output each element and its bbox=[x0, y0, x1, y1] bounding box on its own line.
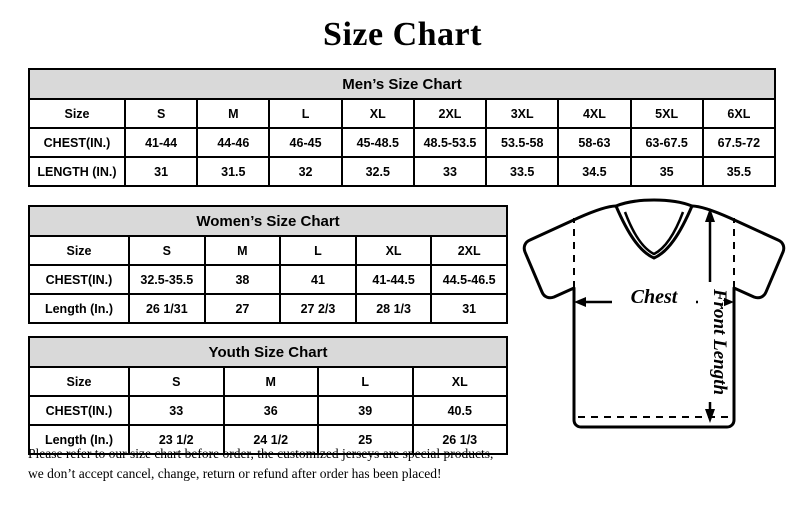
mens-size-chart-section bbox=[28, 68, 776, 187]
table-cell: 31 bbox=[431, 294, 507, 323]
table-cell: 41-44.5 bbox=[356, 265, 432, 294]
table-cell: 32.5 bbox=[342, 157, 414, 186]
page-title: Size Chart bbox=[323, 16, 482, 53]
table-row bbox=[29, 99, 775, 128]
table-cell: L bbox=[280, 236, 356, 265]
table-cell: 2XL bbox=[431, 236, 507, 265]
table-cell: XL bbox=[342, 99, 414, 128]
table-cell: 46-45 bbox=[269, 128, 341, 157]
table-cell: 25 bbox=[318, 425, 413, 454]
row-label: Length (In.) bbox=[29, 425, 129, 454]
womens-size-chart-section bbox=[28, 205, 508, 324]
youth-size-chart-table bbox=[28, 336, 508, 455]
row-label: Size bbox=[29, 236, 129, 265]
table-cell: 31.5 bbox=[197, 157, 269, 186]
table-cell: 41-44 bbox=[125, 128, 197, 157]
table-cell: 34.5 bbox=[558, 157, 630, 186]
mens-size-chart-table bbox=[28, 68, 776, 187]
table-cell: 45-48.5 bbox=[342, 128, 414, 157]
table-cell: 6XL bbox=[703, 99, 775, 128]
size-chart-note bbox=[28, 444, 524, 483]
table-cell: 5XL bbox=[631, 99, 703, 128]
youth-size-chart-section bbox=[28, 336, 508, 455]
table-cell: 44-46 bbox=[197, 128, 269, 157]
note-line-1: Please refer to our size chart before order, the customized jerseys are special products, bbox=[28, 446, 494, 461]
table-cell: M bbox=[224, 367, 319, 396]
table-cell: 40.5 bbox=[413, 396, 508, 425]
table-cell: 28 1/3 bbox=[356, 294, 432, 323]
table-cell: S bbox=[129, 367, 224, 396]
row-label: LENGTH (IN.) bbox=[29, 157, 125, 186]
table-row bbox=[29, 128, 775, 157]
table-cell: 35 bbox=[631, 157, 703, 186]
chest-label-text: Chest bbox=[630, 286, 678, 308]
table-cell: 3XL bbox=[486, 99, 558, 128]
table-row bbox=[29, 265, 507, 294]
table-cell: 58-63 bbox=[558, 128, 630, 157]
table-cell: L bbox=[318, 367, 413, 396]
table-row bbox=[29, 157, 775, 186]
table-cell: 33 bbox=[414, 157, 486, 186]
table-cell: M bbox=[197, 99, 269, 128]
table-cell: 32.5-35.5 bbox=[129, 265, 205, 294]
row-label: CHEST(IN.) bbox=[29, 396, 129, 425]
table-row bbox=[29, 294, 507, 323]
table-cell: 67.5-72 bbox=[703, 128, 775, 157]
table-cell: 32 bbox=[269, 157, 341, 186]
table-cell: 35.5 bbox=[703, 157, 775, 186]
table-cell: S bbox=[129, 236, 205, 265]
womens-size-chart-table bbox=[28, 205, 508, 324]
table-cell: 36 bbox=[224, 396, 319, 425]
table-header-row bbox=[29, 337, 507, 367]
table-cell: 53.5-58 bbox=[486, 128, 558, 157]
womens-table-title: Women’s Size Chart bbox=[29, 206, 507, 236]
table-cell: L bbox=[269, 99, 341, 128]
table-cell: 4XL bbox=[558, 99, 630, 128]
table-header-row bbox=[29, 69, 775, 99]
table-header-row bbox=[29, 206, 507, 236]
table-cell: 48.5-53.5 bbox=[414, 128, 486, 157]
table-cell: 26 1/3 bbox=[413, 425, 508, 454]
table-cell: S bbox=[125, 99, 197, 128]
table-cell: 44.5-46.5 bbox=[431, 265, 507, 294]
table-cell: 23 1/2 bbox=[129, 425, 224, 454]
table-cell: 27 2/3 bbox=[280, 294, 356, 323]
row-label: Length (In.) bbox=[29, 294, 129, 323]
table-cell: 24 1/2 bbox=[224, 425, 319, 454]
table-cell: M bbox=[205, 236, 281, 265]
table-cell: XL bbox=[413, 367, 508, 396]
shirt-diagram bbox=[516, 196, 792, 482]
table-cell: 31 bbox=[125, 157, 197, 186]
mens-table-title: Men’s Size Chart bbox=[29, 69, 775, 99]
table-cell: 41 bbox=[280, 265, 356, 294]
table-cell: 33.5 bbox=[486, 157, 558, 186]
table-cell: 39 bbox=[318, 396, 413, 425]
svg-text:Front Length bbox=[709, 288, 730, 395]
table-row bbox=[29, 236, 507, 265]
row-label: CHEST(IN.) bbox=[29, 128, 125, 157]
table-cell: XL bbox=[356, 236, 432, 265]
table-cell: 2XL bbox=[414, 99, 486, 128]
table-cell: 27 bbox=[205, 294, 281, 323]
table-cell: 38 bbox=[205, 265, 281, 294]
youth-table-title: Youth Size Chart bbox=[29, 337, 507, 367]
row-label: Size bbox=[29, 367, 129, 396]
table-cell: 33 bbox=[129, 396, 224, 425]
table-row bbox=[29, 396, 507, 425]
row-label: CHEST(IN.) bbox=[29, 265, 129, 294]
table-cell: 63-67.5 bbox=[631, 128, 703, 157]
table-cell: 26 1/31 bbox=[129, 294, 205, 323]
svg-text:Chest bbox=[631, 286, 679, 308]
front-length-label-text: Front Length bbox=[709, 288, 730, 396]
table-row bbox=[29, 367, 507, 396]
note-line-2: we don’t accept cancel, change, return or refund after order has been placed! bbox=[28, 465, 442, 481]
row-label: Size bbox=[29, 99, 125, 128]
